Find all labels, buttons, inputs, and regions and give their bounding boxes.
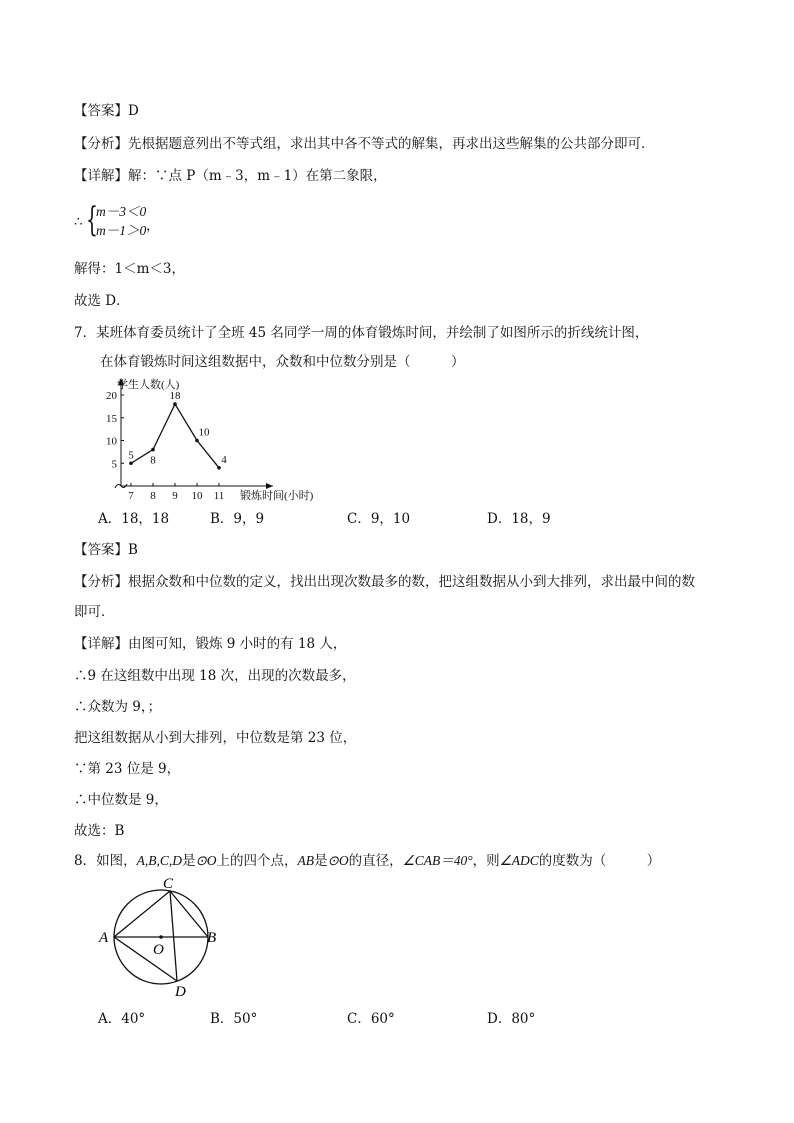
x-axis-arrow [266, 483, 273, 489]
chart-layer [106, 377, 314, 502]
analysis-text: 先根据题意列出不等式组，求出其中各不等式的解集，再求出这些解集的公共部分即可． [128, 136, 655, 152]
detail-text: 解：∵点 P（m﹣3，m﹣1）在第二象限， [128, 168, 387, 184]
stem-mid1: 是 [181, 853, 196, 869]
stem-prefix: 8．如图， [74, 853, 137, 869]
data-label: 8 [150, 454, 156, 467]
segment-ab: AB [297, 853, 315, 868]
x-tick-label: 11 [213, 490, 225, 502]
circle-o-2: ⊙O [327, 853, 349, 868]
x-tick-label: 7 [128, 490, 134, 502]
stem-mid3: 是 [314, 853, 328, 869]
q8-circle-figure [95, 872, 225, 1002]
q7-stem-line2: 在体育锻炼时间这组数据中，众数和中位数分别是（ ） [100, 354, 465, 370]
x-tick-label: 8 [150, 490, 156, 502]
inequality-2: m－1＞0 [96, 223, 147, 238]
data-label: 5 [128, 449, 134, 462]
answer-value: D [128, 103, 139, 119]
label-o: O [153, 942, 164, 958]
analysis-text: 根据众数和中位数的定义，找出出现次数最多的数，把这组数据从小到大排列，求出最中间的数 [128, 574, 695, 590]
stem-mid4: 的直径， [348, 853, 403, 869]
q7-option-a: A．18，18 [98, 511, 170, 527]
data-point [195, 439, 199, 443]
q6-answer-line [74, 102, 139, 120]
therefore-symbol: ∴ [74, 214, 83, 230]
answer-label: 【答案】 [74, 103, 128, 119]
data-label: 18 [169, 390, 181, 403]
label-c: C [163, 876, 174, 892]
inequality-1: m－3＜0 [96, 204, 147, 219]
q8-option-c: C．60° [347, 1011, 395, 1027]
y-axis-label: 学生人数(人) [117, 379, 180, 391]
q7-stem-line1: 7．某班体育委员统计了全班 45 名同学一周的体育锻炼时间，并绘制了如图所示的折线统计图， [74, 325, 649, 341]
answer-value: B [128, 542, 138, 558]
chord-cd [170, 891, 177, 981]
label-a: A [99, 930, 109, 946]
answer-label: 【答案】 [74, 542, 128, 558]
q6-detail-line [74, 167, 387, 185]
q8-stem [74, 852, 660, 870]
q7-detail-line3: ∴众数为 9，； [74, 699, 162, 715]
points-abcd: A,B,C,D [136, 853, 182, 868]
y-tick-label: 10 [106, 435, 117, 448]
q7-detail-line5: ∵第 23 位是 9， [74, 761, 181, 777]
chord-ac [114, 891, 170, 937]
q8-option-a: A．40° [98, 1011, 146, 1027]
detail-label: 【详解】 [74, 168, 128, 184]
label-b: B [207, 930, 217, 946]
left-brace: { [86, 200, 98, 240]
x-tick-label: 10 [191, 490, 203, 502]
q7-analysis-line1 [74, 573, 695, 591]
data-label: 10 [198, 426, 210, 439]
data-point [173, 402, 177, 406]
data-point [129, 461, 133, 465]
q8-option-d: D．80° [487, 1011, 536, 1027]
q6-choose-line: 故选 D． [74, 293, 130, 309]
q7-analysis-line2: 即可． [74, 604, 115, 620]
y-tick-label: 5 [111, 458, 117, 471]
y-tick-label: 20 [106, 390, 117, 402]
q6-analysis-line [74, 135, 655, 153]
analysis-label: 【分析】 [74, 136, 128, 152]
center-point-o [159, 935, 163, 939]
y-tick-label: 15 [106, 412, 117, 425]
x-axis-label: 锻炼时间(小时) [240, 490, 314, 502]
q7-line-chart [95, 374, 345, 504]
q6-solve-line: 解得：1＜m＜3， [74, 261, 185, 277]
q7-option-d: D．18，9 [487, 511, 551, 527]
stem-tail: 的度数为（ ） [538, 853, 661, 869]
q8-option-b: B．50° [210, 1011, 258, 1027]
angle-adc: ∠ADC [499, 853, 539, 868]
q7-detail-line6: ∴中位数是 9， [74, 792, 168, 808]
circle-o-1: ⊙O [195, 853, 217, 868]
x-tick-label: 9 [172, 490, 178, 502]
label-d: D [175, 984, 186, 1000]
stem-mid5: ，则 [472, 853, 500, 869]
q7-answer-line [74, 541, 138, 559]
detail-label: 【详解】 [74, 636, 128, 652]
chord-ad [114, 937, 177, 981]
q7-option-b: B．9，9 [210, 511, 265, 527]
q7-option-c: C．9，10 [347, 511, 411, 527]
stem-mid2: 上的四个点， [216, 853, 298, 869]
q7-detail-line2: ∴9 在这组数中出现 18 次，出现的次数最多， [74, 668, 356, 684]
angle-cab: ∠CAB＝40° [402, 853, 473, 868]
q7-choose-line: 故选：B [74, 823, 125, 839]
data-label: 4 [221, 453, 227, 466]
detail-text: 由图可知，锻炼 9 小时的有 18 人， [128, 636, 347, 652]
data-point [151, 448, 155, 452]
system-tail: ， [146, 218, 160, 234]
data-point [217, 466, 221, 470]
q7-detail-line4: 把这组数据从小到大排列，中位数是第 23 位， [74, 730, 357, 746]
q7-detail-line1 [74, 635, 346, 653]
analysis-label: 【分析】 [74, 574, 128, 590]
